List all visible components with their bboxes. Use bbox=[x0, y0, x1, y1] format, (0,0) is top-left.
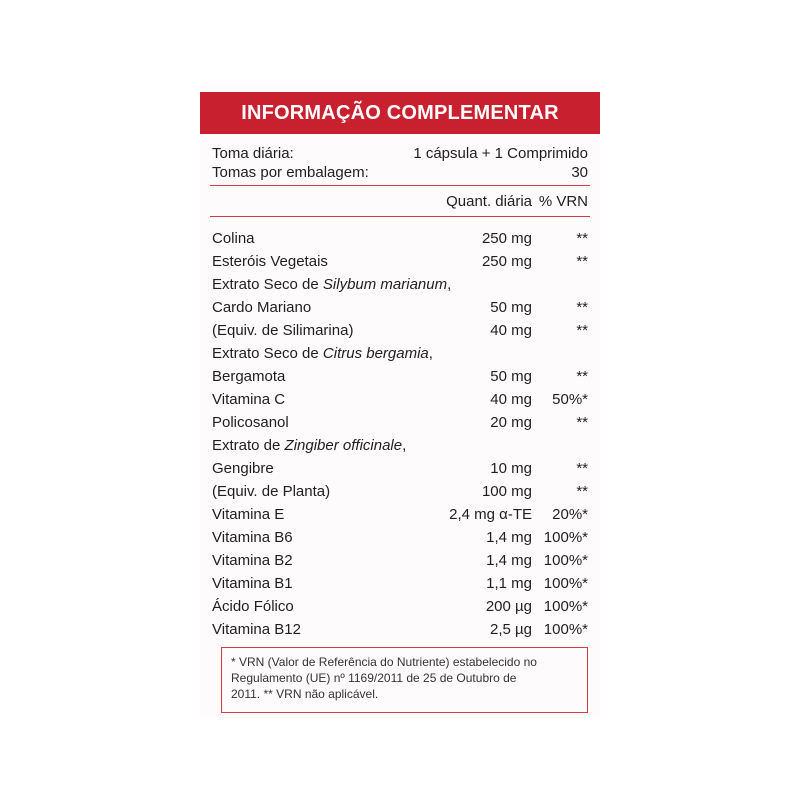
nutrient-name: Ácido Fólico bbox=[212, 598, 294, 615]
nutrient-name bbox=[212, 345, 433, 363]
nutrient-name: Vitamina B1 bbox=[212, 575, 293, 592]
nutrient-name: (Equiv. de Planta) bbox=[212, 483, 331, 500]
nutrient-amount: 10 mg bbox=[490, 460, 532, 477]
nutrient-vrn: ** bbox=[576, 322, 588, 339]
nutrient-name: Colina bbox=[212, 230, 255, 247]
nutrient-amount: 1,4 mg bbox=[486, 552, 532, 569]
nutrient-vrn: ** bbox=[576, 230, 588, 247]
nutrient-name: Vitamina B12 bbox=[212, 621, 301, 638]
nutrient-amount: 40 mg bbox=[490, 322, 532, 339]
nutrient-name bbox=[212, 437, 406, 455]
nutrient-name: Cardo Mariano bbox=[212, 299, 312, 316]
nutrient-vrn: 100%* bbox=[543, 621, 588, 638]
nutrient-vrn: ** bbox=[576, 414, 588, 431]
footnote-line: Regulamento (UE) nº 1169/2011 de 25 de Outubro de bbox=[231, 671, 517, 685]
nutrient-name: Vitamina C bbox=[212, 391, 286, 408]
nutrient-vrn: 100%* bbox=[543, 575, 588, 592]
nutrient-amount: 200 µg bbox=[485, 598, 532, 615]
nutrient-vrn: ** bbox=[576, 483, 588, 500]
column-header-vrn: % VRN bbox=[538, 193, 588, 210]
nutrient-vrn: 100%* bbox=[543, 529, 588, 546]
nutrient-name: Gengibre bbox=[212, 460, 274, 477]
nutrient-amount: 1,1 mg bbox=[486, 575, 532, 592]
nutrient-name bbox=[212, 276, 451, 294]
nutrient-name-suffix: , bbox=[447, 276, 452, 293]
nutrient-vrn: 20%* bbox=[552, 506, 588, 523]
doses-per-pack-value: 30 bbox=[571, 164, 588, 181]
nutrient-amount: 50 mg bbox=[490, 299, 532, 316]
nutrient-name-suffix: , bbox=[428, 345, 433, 362]
daily-dose-value: 1 cápsula + 1 Comprimido bbox=[413, 145, 588, 162]
daily-dose-label: Toma diária: bbox=[212, 145, 294, 162]
nutrient-name-prefix: Extrato de bbox=[212, 437, 285, 454]
nutrient-name: Vitamina E bbox=[212, 506, 285, 523]
nutrient-amount: 1,4 mg bbox=[486, 529, 532, 546]
nutrient-name: (Equiv. de Silimarina) bbox=[212, 322, 354, 339]
nutrient-vrn: ** bbox=[576, 368, 588, 385]
nutrient-vrn: 100%* bbox=[543, 552, 588, 569]
nutrient-vrn: 50%* bbox=[552, 391, 588, 408]
label-title: INFORMAÇÃO COMPLEMENTAR bbox=[200, 92, 600, 134]
nutrient-amount: 20 mg bbox=[490, 414, 532, 431]
nutrient-name-prefix: Extrato Seco de bbox=[212, 345, 323, 362]
nutrient-name-suffix: , bbox=[402, 437, 407, 454]
doses-per-pack-label: Tomas por embalagem: bbox=[212, 164, 369, 181]
nutrient-name-species: Zingiber officinale bbox=[284, 437, 403, 454]
divider-top bbox=[210, 185, 590, 186]
nutrient-name: Vitamina B2 bbox=[212, 552, 293, 569]
nutrient-name-species: Silybum marianum bbox=[322, 276, 448, 293]
nutrient-amount: 250 mg bbox=[481, 253, 532, 270]
footnote-line: 2011. ** VRN não aplicável. bbox=[231, 687, 379, 701]
nutrient-name: Policosanol bbox=[212, 414, 289, 431]
nutrient-name: Bergamota bbox=[212, 368, 286, 385]
nutrient-vrn: ** bbox=[576, 460, 588, 477]
divider-header bbox=[210, 216, 590, 217]
footnote bbox=[231, 654, 581, 702]
footnote-line: * VRN (Valor de Referência do Nutriente) estabelecido no bbox=[231, 655, 537, 669]
column-header-quantity: Quant. diária bbox=[446, 193, 532, 210]
nutrient-vrn: 100%* bbox=[543, 598, 588, 615]
nutrient-name-species: Citrus bergamia bbox=[322, 345, 429, 362]
nutrient-name: Vitamina B6 bbox=[212, 529, 293, 546]
nutrient-amount: 100 mg bbox=[481, 483, 532, 500]
nutrient-amount: 2,4 mg α-TE bbox=[449, 506, 532, 523]
nutrient-name-prefix: Extrato Seco de bbox=[212, 276, 323, 293]
nutrient-amount: 40 mg bbox=[490, 391, 532, 408]
nutrient-amount: 2,5 µg bbox=[489, 621, 532, 638]
nutrient-amount: 250 mg bbox=[481, 230, 532, 247]
nutrient-vrn: ** bbox=[576, 253, 588, 270]
nutrient-vrn: ** bbox=[576, 299, 588, 316]
nutrient-amount: 50 mg bbox=[490, 368, 532, 385]
nutrient-name: Esteróis Vegetais bbox=[212, 253, 328, 270]
